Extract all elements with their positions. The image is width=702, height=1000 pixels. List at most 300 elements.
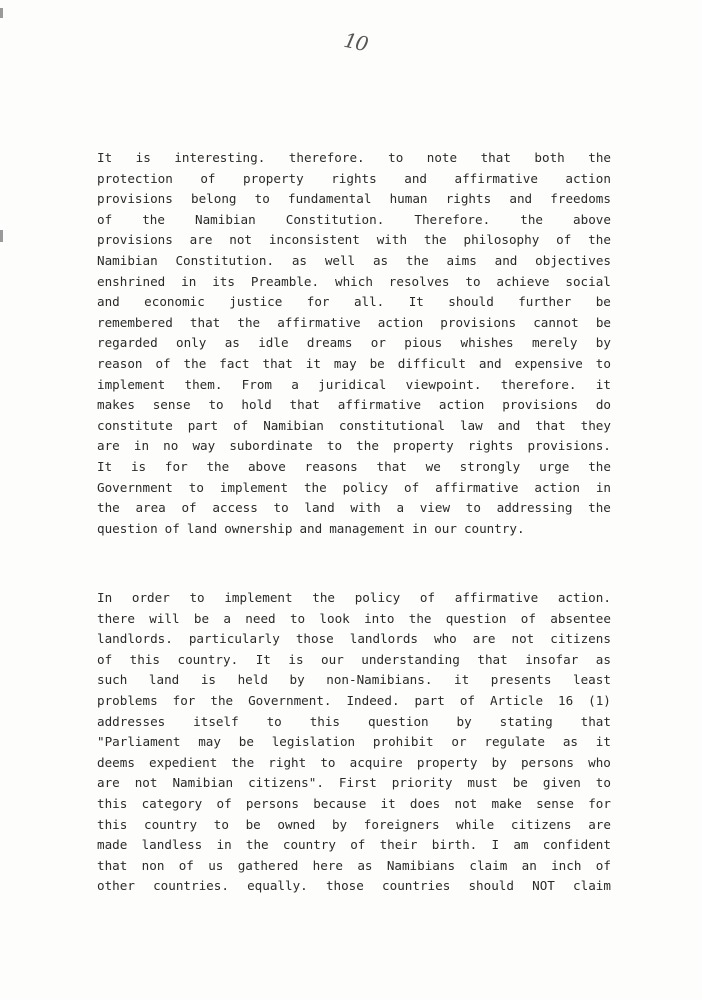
word: particularly [188, 631, 280, 647]
word: of [178, 857, 194, 873]
text-line [97, 629, 611, 650]
word: action. [557, 590, 611, 605]
word: reason [97, 355, 143, 371]
word: of [556, 232, 572, 248]
word: that [97, 857, 128, 873]
word: merely [531, 335, 578, 351]
word: of [404, 479, 420, 495]
word: legislation [271, 734, 356, 750]
word: acquire [349, 754, 403, 770]
word: objectives [535, 252, 611, 268]
word: Article [489, 692, 544, 708]
word: them. [184, 376, 223, 392]
word: the [303, 479, 327, 495]
word: and [497, 417, 521, 433]
word: protection [97, 170, 173, 186]
word: strongly [459, 458, 521, 474]
word: the [210, 692, 234, 708]
word: that [289, 397, 320, 413]
word: landlords. [97, 631, 173, 647]
word: countries. [153, 878, 229, 894]
word: the [245, 837, 269, 853]
word: above [573, 211, 611, 227]
word: "Parliament [97, 734, 181, 750]
word: it [305, 355, 321, 371]
word: a [396, 500, 405, 516]
word: as [372, 252, 389, 268]
word: they [580, 417, 611, 433]
word: as [291, 252, 308, 268]
text-line [97, 773, 611, 794]
text-line [97, 498, 611, 519]
word: country. [463, 520, 525, 536]
word: an [521, 857, 537, 873]
paragraph-absentee-landlords [97, 588, 611, 897]
word: social [565, 273, 611, 289]
word: Namibian [97, 252, 158, 268]
word: view [419, 500, 451, 516]
word: this [309, 713, 341, 729]
text-line [97, 210, 611, 231]
word: all. [353, 294, 385, 310]
word: may [198, 734, 221, 750]
word: of [595, 857, 611, 873]
word: part [414, 692, 445, 708]
word: with [376, 232, 408, 248]
word: by [595, 335, 611, 351]
word: absentee [550, 610, 611, 626]
word: our [434, 520, 457, 536]
word: for [172, 692, 196, 708]
word: of [216, 795, 232, 811]
word: Namibian [263, 417, 324, 433]
word: note [426, 150, 458, 165]
word: urge [539, 458, 570, 474]
word: regulate [484, 734, 546, 750]
word: above [247, 458, 286, 474]
word: our [321, 651, 344, 667]
word: inconsistent [268, 232, 360, 248]
word: as [595, 651, 611, 667]
text-line [97, 691, 611, 712]
word: land [186, 520, 218, 536]
word: rights [331, 170, 377, 186]
word: that [262, 355, 293, 371]
word: Namibian [195, 211, 256, 227]
word: From [241, 376, 273, 392]
word: economic [144, 294, 205, 310]
word: provisions. [527, 438, 611, 454]
word: cannot [533, 314, 579, 330]
word: is [288, 651, 304, 667]
word: the [183, 355, 207, 371]
word: to [465, 273, 481, 289]
text-line [97, 189, 611, 210]
word: to [388, 150, 404, 165]
text-line [97, 354, 611, 375]
word: expensive [514, 355, 583, 371]
word: resolves [388, 273, 450, 289]
word: this [97, 795, 128, 811]
word: those [325, 878, 364, 894]
word: policy [342, 479, 389, 495]
word: therefore. [500, 376, 577, 392]
word: this [97, 816, 128, 832]
text-line [97, 169, 611, 190]
word: question [367, 713, 429, 729]
word: should [448, 294, 494, 310]
word: country [282, 837, 336, 853]
word: property [416, 754, 478, 770]
word: it [595, 734, 611, 750]
word: to [266, 713, 282, 729]
word: be [512, 775, 528, 791]
word: or [370, 335, 386, 351]
word: that [580, 713, 611, 729]
word: be [238, 734, 254, 750]
word: of [350, 837, 366, 853]
word: owned [277, 816, 316, 832]
word: access [212, 500, 258, 516]
text-line [97, 856, 611, 877]
word: dreams [306, 335, 353, 351]
word: of [164, 520, 180, 536]
word: look [319, 610, 350, 626]
word: affirmative [337, 397, 422, 413]
word: is [130, 458, 147, 474]
word: no [163, 438, 179, 454]
word: while [456, 816, 495, 832]
word: birth. [431, 837, 478, 853]
word: non [141, 857, 165, 873]
word: the [588, 150, 611, 165]
word: juridical [318, 376, 387, 392]
word: philosophy [463, 232, 540, 248]
word: here [312, 857, 344, 873]
word: persons [520, 754, 575, 770]
text-line [97, 650, 611, 671]
word: It [97, 150, 113, 165]
word: property [243, 170, 304, 186]
word: their [379, 837, 418, 853]
word: those [295, 631, 334, 647]
word: I [491, 837, 500, 853]
word: and [478, 355, 502, 371]
text-line [97, 835, 611, 856]
word: to [188, 479, 204, 495]
word: makes [97, 397, 135, 413]
text-line [97, 670, 611, 691]
word: to [254, 191, 270, 207]
word: First [338, 775, 377, 791]
word: not [454, 795, 478, 811]
text-line [97, 876, 611, 897]
word: citizens". [248, 775, 324, 791]
word: area [135, 500, 166, 516]
word: action [534, 479, 580, 495]
word: by [289, 672, 305, 688]
word: for [588, 795, 611, 811]
word: to [595, 775, 611, 791]
text-line [97, 436, 611, 457]
word: affirmative [435, 479, 519, 495]
text-line [97, 609, 611, 630]
word: the [423, 232, 447, 248]
word: be [245, 816, 261, 832]
word: to [213, 816, 229, 832]
word: equally. [247, 878, 308, 894]
word: therefore. [288, 150, 365, 165]
text-line [97, 815, 611, 836]
word: problems [97, 692, 158, 708]
word: be [595, 314, 611, 330]
word: persons [245, 795, 299, 811]
word: right [268, 754, 307, 770]
word: as [562, 734, 578, 750]
word: idle [258, 335, 289, 351]
word: to [320, 754, 336, 770]
word: the [231, 754, 255, 770]
word: understanding [361, 651, 460, 667]
word: because [313, 795, 367, 811]
word: in [133, 438, 150, 454]
text-line [97, 148, 611, 169]
word: to [465, 500, 481, 516]
word: should [468, 878, 514, 894]
word: the [97, 500, 120, 516]
word: ownership [224, 520, 293, 536]
word: only [176, 335, 207, 351]
word: whishes [460, 335, 514, 351]
word: to [289, 610, 306, 626]
word: pious [404, 335, 443, 351]
word: gathered [237, 857, 299, 873]
word: prohibit [372, 734, 434, 750]
word: are [472, 631, 496, 647]
word: that [535, 417, 566, 433]
word: the [356, 438, 379, 454]
word: question [445, 610, 507, 626]
word: country [144, 816, 198, 832]
word: foreigners [363, 816, 440, 832]
word: expedient [149, 754, 218, 770]
word: of [181, 500, 197, 516]
word: rights [467, 438, 514, 454]
word: question [97, 520, 158, 536]
word: landless [141, 837, 203, 853]
word: for [306, 294, 330, 310]
word: fact [219, 355, 250, 371]
word: that [477, 651, 508, 667]
word: to [273, 500, 289, 516]
word: who [434, 631, 457, 647]
word: it [380, 795, 396, 811]
word: it [454, 672, 470, 688]
word: subordinate [229, 438, 313, 454]
word: achieve [496, 273, 550, 289]
word: it [595, 376, 611, 392]
word: reasons [304, 458, 358, 474]
word: are [97, 438, 120, 454]
word: provisions [440, 314, 517, 330]
word: and [509, 191, 533, 207]
word: us [208, 857, 224, 873]
word: rights [445, 191, 492, 207]
word: citizens [550, 631, 611, 647]
word: affirmative [277, 314, 361, 330]
word: and [494, 252, 518, 268]
word: well [324, 252, 356, 268]
word: to [595, 355, 611, 371]
word: not [134, 775, 158, 791]
word: land [148, 672, 180, 688]
word: to [189, 590, 205, 605]
word: sense [152, 397, 191, 413]
word: way [192, 438, 216, 454]
text-line [97, 230, 611, 251]
word: of [97, 651, 113, 667]
word: the [588, 458, 611, 474]
word: affirmative [454, 170, 538, 186]
word: the [312, 590, 336, 605]
text-line [97, 753, 611, 774]
word: Namibians [386, 857, 456, 873]
word: in [412, 520, 428, 536]
word: sense [536, 795, 574, 811]
word: this [129, 651, 161, 667]
word: the [520, 211, 543, 227]
word: as [224, 335, 240, 351]
word: am [513, 837, 529, 853]
text-line [97, 251, 611, 272]
word: into [364, 610, 395, 626]
word: a [291, 376, 299, 392]
word: must [467, 775, 498, 791]
word: implement [97, 376, 166, 392]
word: implement [224, 590, 293, 605]
word: that [480, 150, 511, 165]
word: constitute [97, 417, 173, 433]
word: Government [97, 479, 173, 495]
word: of [233, 417, 249, 433]
word: claim [573, 878, 611, 894]
word: action [565, 170, 611, 186]
word: viewpoint. [405, 376, 482, 392]
scan-edge-mark [0, 230, 3, 242]
word: and [404, 170, 427, 186]
word: confident [542, 837, 611, 853]
word: claim [469, 857, 508, 873]
word: constitutional [338, 417, 445, 433]
text-line [97, 416, 611, 437]
word: the [206, 458, 230, 474]
word: hold [241, 397, 272, 413]
word: make [491, 795, 522, 811]
word: its [212, 273, 235, 289]
word: are [97, 775, 120, 791]
word: we [425, 458, 441, 474]
word: the [588, 500, 611, 516]
word: by [331, 816, 348, 832]
word: the [142, 211, 165, 227]
word: country. [177, 651, 239, 667]
word: action [438, 397, 485, 413]
word: difficult [397, 355, 466, 371]
word: fundamental [288, 191, 372, 207]
word: of [200, 170, 216, 186]
text-line [97, 313, 611, 334]
word: by [491, 754, 507, 770]
word: action [377, 314, 424, 330]
word: further [518, 294, 572, 310]
word: be [595, 294, 611, 310]
word: stating [499, 713, 553, 729]
word: part [187, 417, 219, 433]
word: land [304, 500, 335, 516]
word: management [329, 520, 406, 536]
text-line [97, 519, 611, 540]
scan-edge-mark [0, 8, 3, 18]
word: of [520, 610, 536, 626]
word: both [534, 150, 565, 165]
word: Namibian [172, 775, 234, 791]
word: does [409, 795, 441, 811]
word: the [408, 610, 432, 626]
text-line [97, 588, 611, 609]
word: as [357, 857, 373, 873]
text-line [97, 333, 611, 354]
word: Indeed. [346, 692, 400, 708]
word: affirmative [454, 590, 539, 605]
word: non-Namibians. [326, 672, 433, 688]
word: aims [446, 252, 477, 268]
word: need [245, 610, 276, 626]
word: which [334, 273, 373, 289]
text-line [97, 272, 611, 293]
word: itself [193, 713, 239, 729]
word: be [193, 610, 210, 626]
word: not [511, 631, 535, 647]
word: provisions [97, 191, 173, 207]
text-line [97, 395, 611, 416]
word: law [459, 417, 483, 433]
word: of [97, 211, 113, 227]
word: who [588, 754, 611, 770]
word: freedoms [550, 191, 611, 207]
word: order [131, 590, 170, 605]
word: the [237, 314, 261, 330]
word: the [588, 232, 611, 248]
word: property [393, 438, 454, 454]
word: that [189, 314, 221, 330]
word: addresses [97, 713, 166, 729]
word: It [255, 651, 271, 667]
word: of [459, 692, 475, 708]
word: provisions [502, 397, 579, 413]
word: Constitution. [175, 252, 275, 268]
word: In [97, 590, 113, 605]
handwritten-page-number: 10 [341, 27, 370, 57]
word: given [542, 775, 581, 791]
word: provisions [97, 232, 173, 248]
word: citizens [510, 816, 572, 832]
text-line [97, 712, 611, 733]
word: there [97, 610, 135, 626]
text-line [97, 292, 611, 313]
word: made [97, 837, 128, 853]
word: of [155, 355, 171, 371]
word: do [595, 397, 611, 413]
